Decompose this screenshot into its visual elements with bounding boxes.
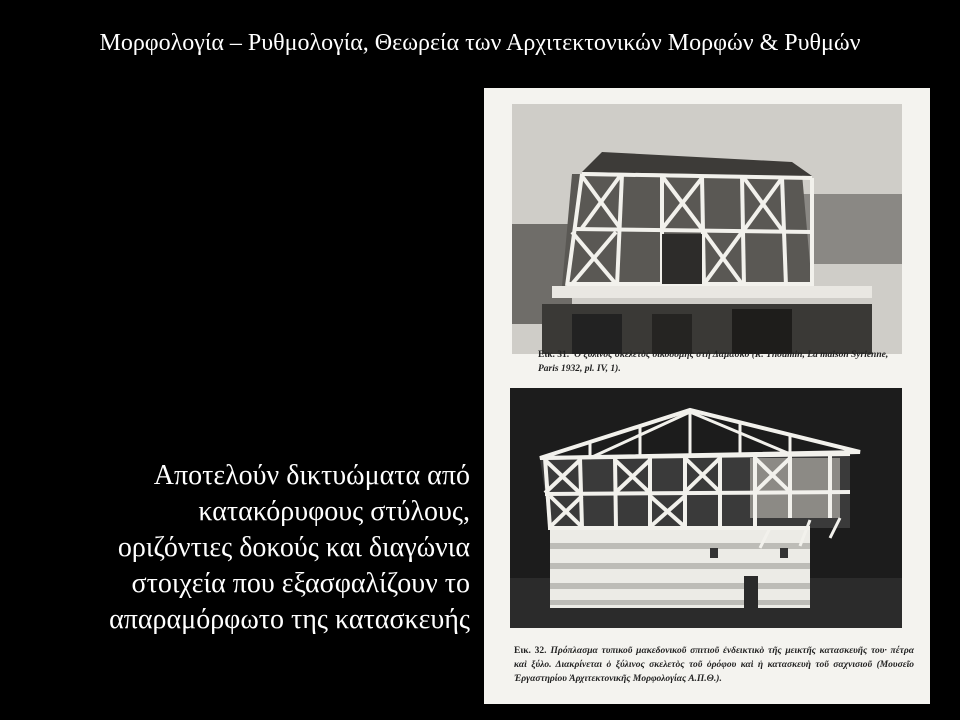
figure-31-caption bbox=[538, 348, 898, 376]
figure-32-label: Εικ. 32. bbox=[514, 646, 547, 656]
macedonian-house-model-photo bbox=[510, 388, 902, 628]
slide-title: Μορφολογία – Ρυθμολογία, Θεωρεία των Αρχιτεκτονικών Μορφών & Ρυθμών bbox=[99, 30, 861, 56]
body-text bbox=[10, 458, 470, 638]
timber-frame-damascus-photo bbox=[512, 104, 902, 354]
body-line: Αποτελούν δικτυώματα από bbox=[153, 460, 470, 491]
figure-32-text: Πρόπλασμα τυπικοῦ μακεδονικοῦ σπιτιοῦ ἐνδεικτικὸ τῆς μεικτῆς κατασκευῆς του· πέτρα καὶ ξύλο. Διακρίνεται ὁ ξύλινος σκελετὸς τοῦ ὀρόφου καὶ ἡ κατασκευὴ τοῦ σαχνισιοῦ (Μουσεῖο Ἐργαστηρίου Ἀρχιτεκτονικῆς Μορφολογίας Α.Π.Θ.). bbox=[514, 646, 914, 684]
figure-31-label: Εικ. 31. bbox=[538, 350, 570, 360]
scanned-page-image bbox=[484, 88, 930, 704]
body-line: απαραμόρφωτο της κατασκευής bbox=[109, 604, 470, 635]
figure-32-caption bbox=[514, 644, 914, 686]
body-line: στοιχεία που εξασφαλίζουν το bbox=[131, 568, 470, 599]
body-line: οριζόντιες δοκούς και διαγώνια bbox=[117, 532, 470, 563]
figure-31-text: Ὁ ξύλινος σκελετὸς οἰκοδομῆς στὴ Δαμασκὸ (R. Thoumin, La maison Syrienne, Paris 1932, pl. IV, 1). bbox=[538, 350, 889, 374]
body-line: κατακόρυφους στύλους, bbox=[198, 496, 470, 527]
